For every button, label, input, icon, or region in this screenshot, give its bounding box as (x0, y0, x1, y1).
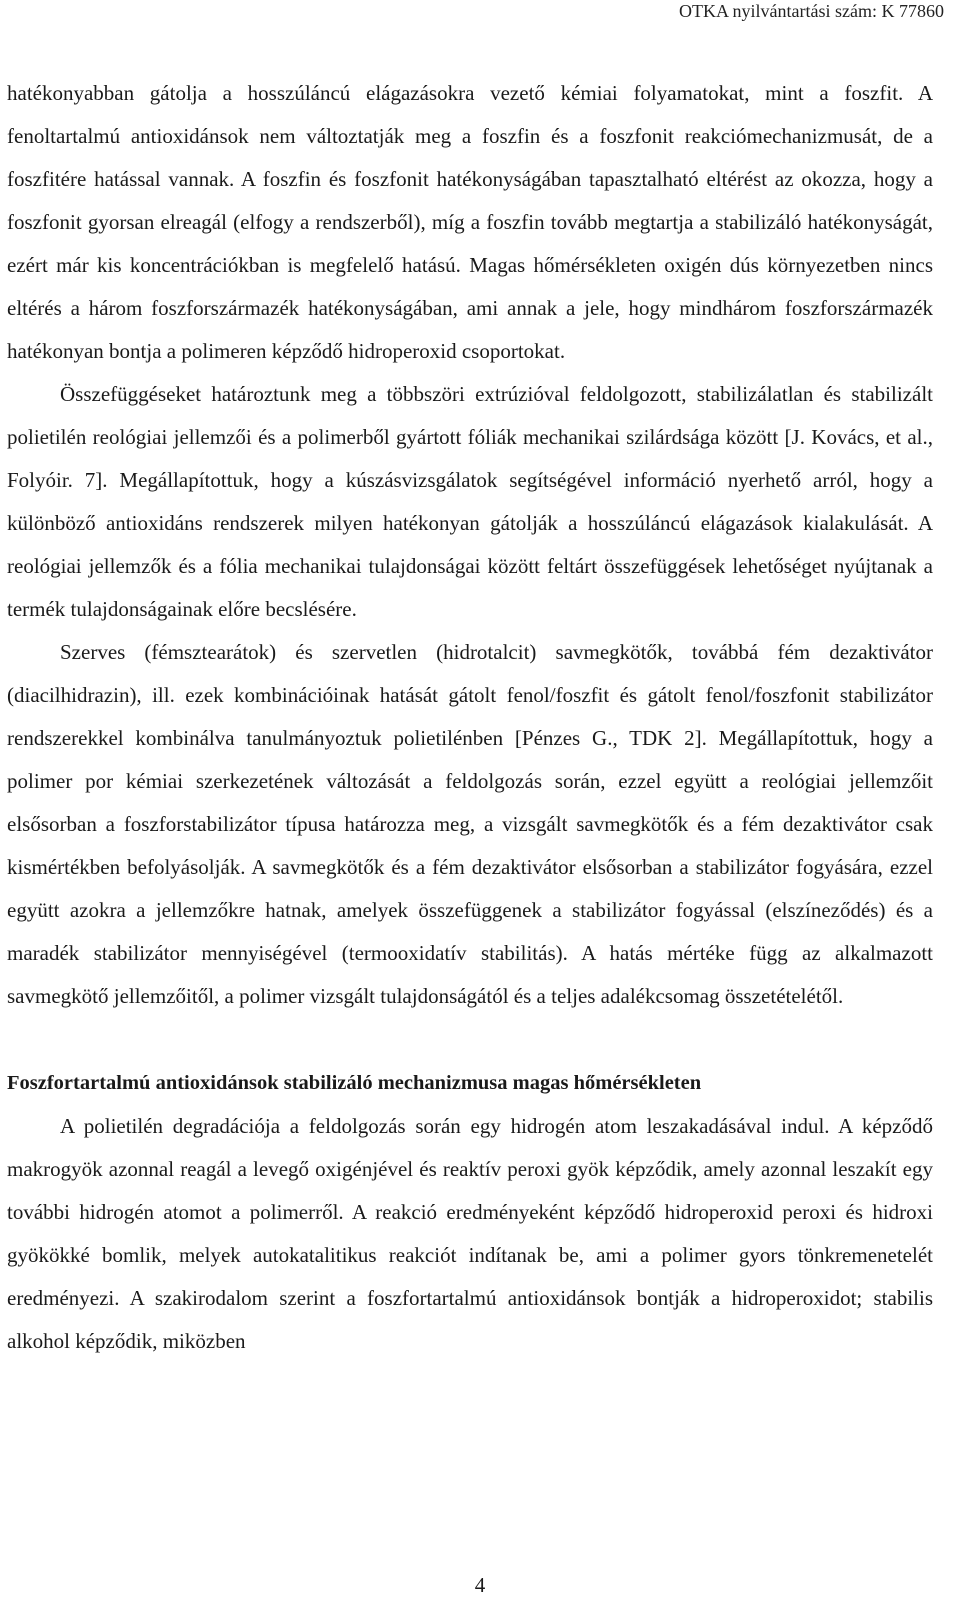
section-heading: Foszfortartalmú antioxidánsok stabilizáló mechanizmusa magas hőmérsékleten (7, 1072, 702, 1094)
paragraph-4: A polietilén degradációja a feldolgozás során egy hidrogén atom leszakadásával indul. A képződő makrogyök azonnal reagál a levegő oxigénjével és reaktív peroxi gyök képződik, amely azonnal leszakít egy további hidrogén atomot a polimerről. A reakció eredményeként képződő hidroperoxid peroxi és hidroxi gyökökké bomlik, melyek autokatalitikus reakciót indítanak be, ami a polimer gyors tönkremenetelét eredményezi. A szakirodalom szerint a foszfortartalmú antioxidánsok bontják a hidroperoxidot; stabilis alkohol képződik, miközben (7, 1114, 933, 1353)
page-number: 4 (474, 1573, 486, 1597)
paragraph-1: hatékonyabban gátolja a hosszúláncú elágazásokra vezető kémiai folyamatokat, mint a foszfit. A fenoltartalmú antioxidánsok nem változtatják meg a foszfin és a foszfonit reakciómechanizmusát, de a foszfitére hatással vannak. A foszfin és foszfonit hatékonyságában tapasztalható eltérést az okozza, hogy a foszfonit gyorsan elreagál (elfogy a rendszerből), míg a foszfin tovább megtartja a stabilizáló hatékonyságát, ezért már kis koncentrációkban is megfelelő hatású. Magas hőmérsékleten oxigén dús környezetben nincs eltérés a három foszforszármazék hatékonyságában, ami annak a jele, hogy mindhárom foszforszármazék hatékonyan bontja a polimeren képződő hidroperoxid csoportokat. (7, 81, 933, 363)
document-header: OTKA nyilvántartási szám: K 77860 (679, 1, 944, 21)
paragraph-2: Összefüggéseket határoztunk meg a többszöri extrúzióval feldolgozott, stabilizálatlan és stabilizált polietilén reológiai jellemzői és a polimerből gyártott fóliák mechanikai szilárdsága között [J. Kovács, et al., Folyóir. 7]. Megállapítottuk, hogy a kúszásvizsgálatok segítségével információ nyerhető arról, hogy a különböző antioxidáns rendszerek milyen hatékonyan gátolják a hosszúláncú elágazások kialakulását. A reológiai jellemzők és a fólia mechanikai tulajdonságai között feltárt összefüggések lehetőséget nyújtanak a termék tulajdonságainak előre becslésére. (7, 382, 933, 621)
page-body (7, 72, 933, 1363)
paragraph-3: Szerves (fémsztearátok) és szervetlen (hidrotalcit) savmegkötők, továbbá fém dezaktivátor (diacilhidrazin), ill. ezek kombinációinak hatását gátolt fenol/foszfit és gátolt fenol/foszfonit stabilizátor rendszerekkel kombinálva tanulmányoztuk polietilénben [Pénzes G., TDK 2]. Megállapítottuk, hogy a polimer por kémiai szerkezetének változását a feldolgozás során, ezzel együtt a reológiai jellemzőit elsősorban a foszforstabilizátor típusa határozza meg, a vizsgált savmegkötők és a fém dezaktivátor csak kismértékben befolyásolják. A savmegkötők és a fém dezaktivátor elsősorban a stabilizátor fogyására, ezzel együtt azokra a jellemzőkre hatnak, amelyek összefüggenek a stabilizátor fogyással (elszíneződés) és a maradék stabilizátor mennyiségével (termooxidatív stabilitás). A hatás mértéke függ az alkalmazott savmegkötő jellemzőitől, a polimer vizsgált tulajdonságától és a teljes adalékcsomag összetételétől. (7, 640, 933, 1008)
